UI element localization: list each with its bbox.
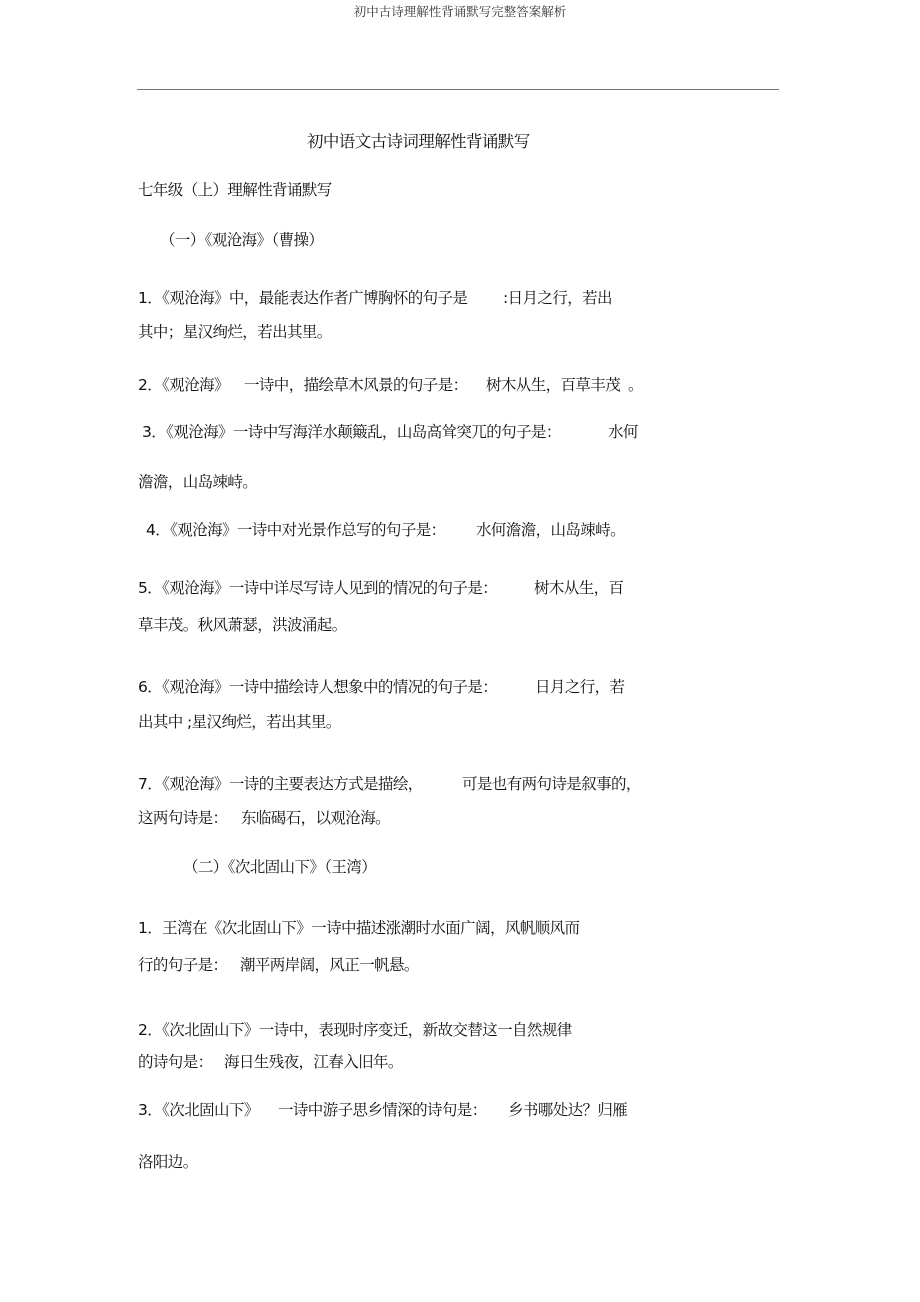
question-3-text: 3．《观沧海》一诗中写海洋水颠簸乱，山岛高耸突兀的句子是： bbox=[142, 423, 561, 441]
s2-question-2-answer: 海日生残夜，江春入旧年。 bbox=[224, 1053, 403, 1071]
question-7-text-cont: 可是也有两句诗是叙事的， bbox=[462, 775, 641, 793]
question-5-text: 5．《观沧海》一诗中详尽写诗人见到的情况的句子是： bbox=[138, 579, 498, 597]
section-heading-1: （一）《观沧海》（曹操） bbox=[160, 231, 324, 249]
question-2-text: 2．《观沧海》 bbox=[138, 376, 229, 394]
document-title: 初中语文古诗词理解性背诵默写 bbox=[307, 132, 530, 151]
page-header: 初中古诗理解性背诵默写完整答案解析 bbox=[353, 4, 567, 19]
s2-question-3-answer-cont: 洛阳边。 bbox=[138, 1153, 198, 1171]
section-heading-2: （二）《次北固山下》（王湾） bbox=[183, 858, 377, 876]
question-6-answer: 日月之行，若 bbox=[535, 678, 625, 696]
question-2-end: 。 bbox=[628, 376, 643, 394]
question-6-text: 6．《观沧海》一诗中描绘诗人想象中的情况的句子是： bbox=[138, 678, 498, 696]
s2-question-1-text-cont: 行的句子是： bbox=[138, 956, 228, 974]
question-2-answer: 树木从生，百草丰茂 bbox=[486, 376, 621, 394]
s2-question-2-text-cont: 的诗句是： bbox=[138, 1053, 213, 1071]
question-1-answer: :日月之行，若出 bbox=[503, 289, 612, 307]
s2-question-2-text: 2．《次北固山下》一诗中，表现时序变迁，新故交替这一自然规律 bbox=[138, 1021, 572, 1039]
header-rule bbox=[137, 89, 779, 90]
question-1-answer-cont: 其中；星汉绚烂，若出其里。 bbox=[138, 323, 332, 341]
question-3-answer: 水何 bbox=[608, 423, 638, 441]
s2-question-3-text-cont: 一诗中游子思乡情深的诗句是： bbox=[278, 1101, 487, 1119]
grade-heading: 七年级（上）理解性背诵默写 bbox=[138, 181, 332, 199]
question-6-answer-cont: 出其中 ;星汉绚烂，若出其里。 bbox=[138, 713, 341, 731]
question-7-text: 7．《观沧海》一诗的主要表达方式是描绘， bbox=[138, 775, 423, 793]
question-5-answer: 树木从生，百 bbox=[534, 579, 624, 597]
question-4-text: 4．《观沧海》一诗中对光景作总写的句子是： bbox=[146, 521, 446, 539]
question-4-answer: 水何澹澹，山岛竦峙。 bbox=[476, 521, 626, 539]
s2-question-3-answer: 乡书哪处达？归雁 bbox=[508, 1101, 628, 1119]
question-1-text: 1．《观沧海》中，最能表达作者广博胸怀的句子是 bbox=[138, 289, 468, 307]
question-2-text-cont: 一诗中，描绘草木风景的句子是： bbox=[244, 376, 468, 394]
question-7-text-cont2: 这两句诗是： bbox=[138, 809, 228, 827]
question-5-answer-cont: 草丰茂。秋风萧瑟，洪波涌起。 bbox=[138, 616, 347, 634]
s2-question-3-text: 3．《次北固山下》 bbox=[138, 1101, 259, 1119]
s2-question-1-text: 1．王湾在《次北固山下》一诗中描述涨潮时水面广阔，风帆顺风而 bbox=[138, 919, 580, 937]
question-7-answer: 东临碣石，以观沧海。 bbox=[241, 809, 391, 827]
s2-question-1-answer: 潮平两岸阔，风正一帆悬。 bbox=[240, 956, 419, 974]
question-3-answer-cont: 澹澹，山岛竦峙。 bbox=[138, 473, 258, 491]
